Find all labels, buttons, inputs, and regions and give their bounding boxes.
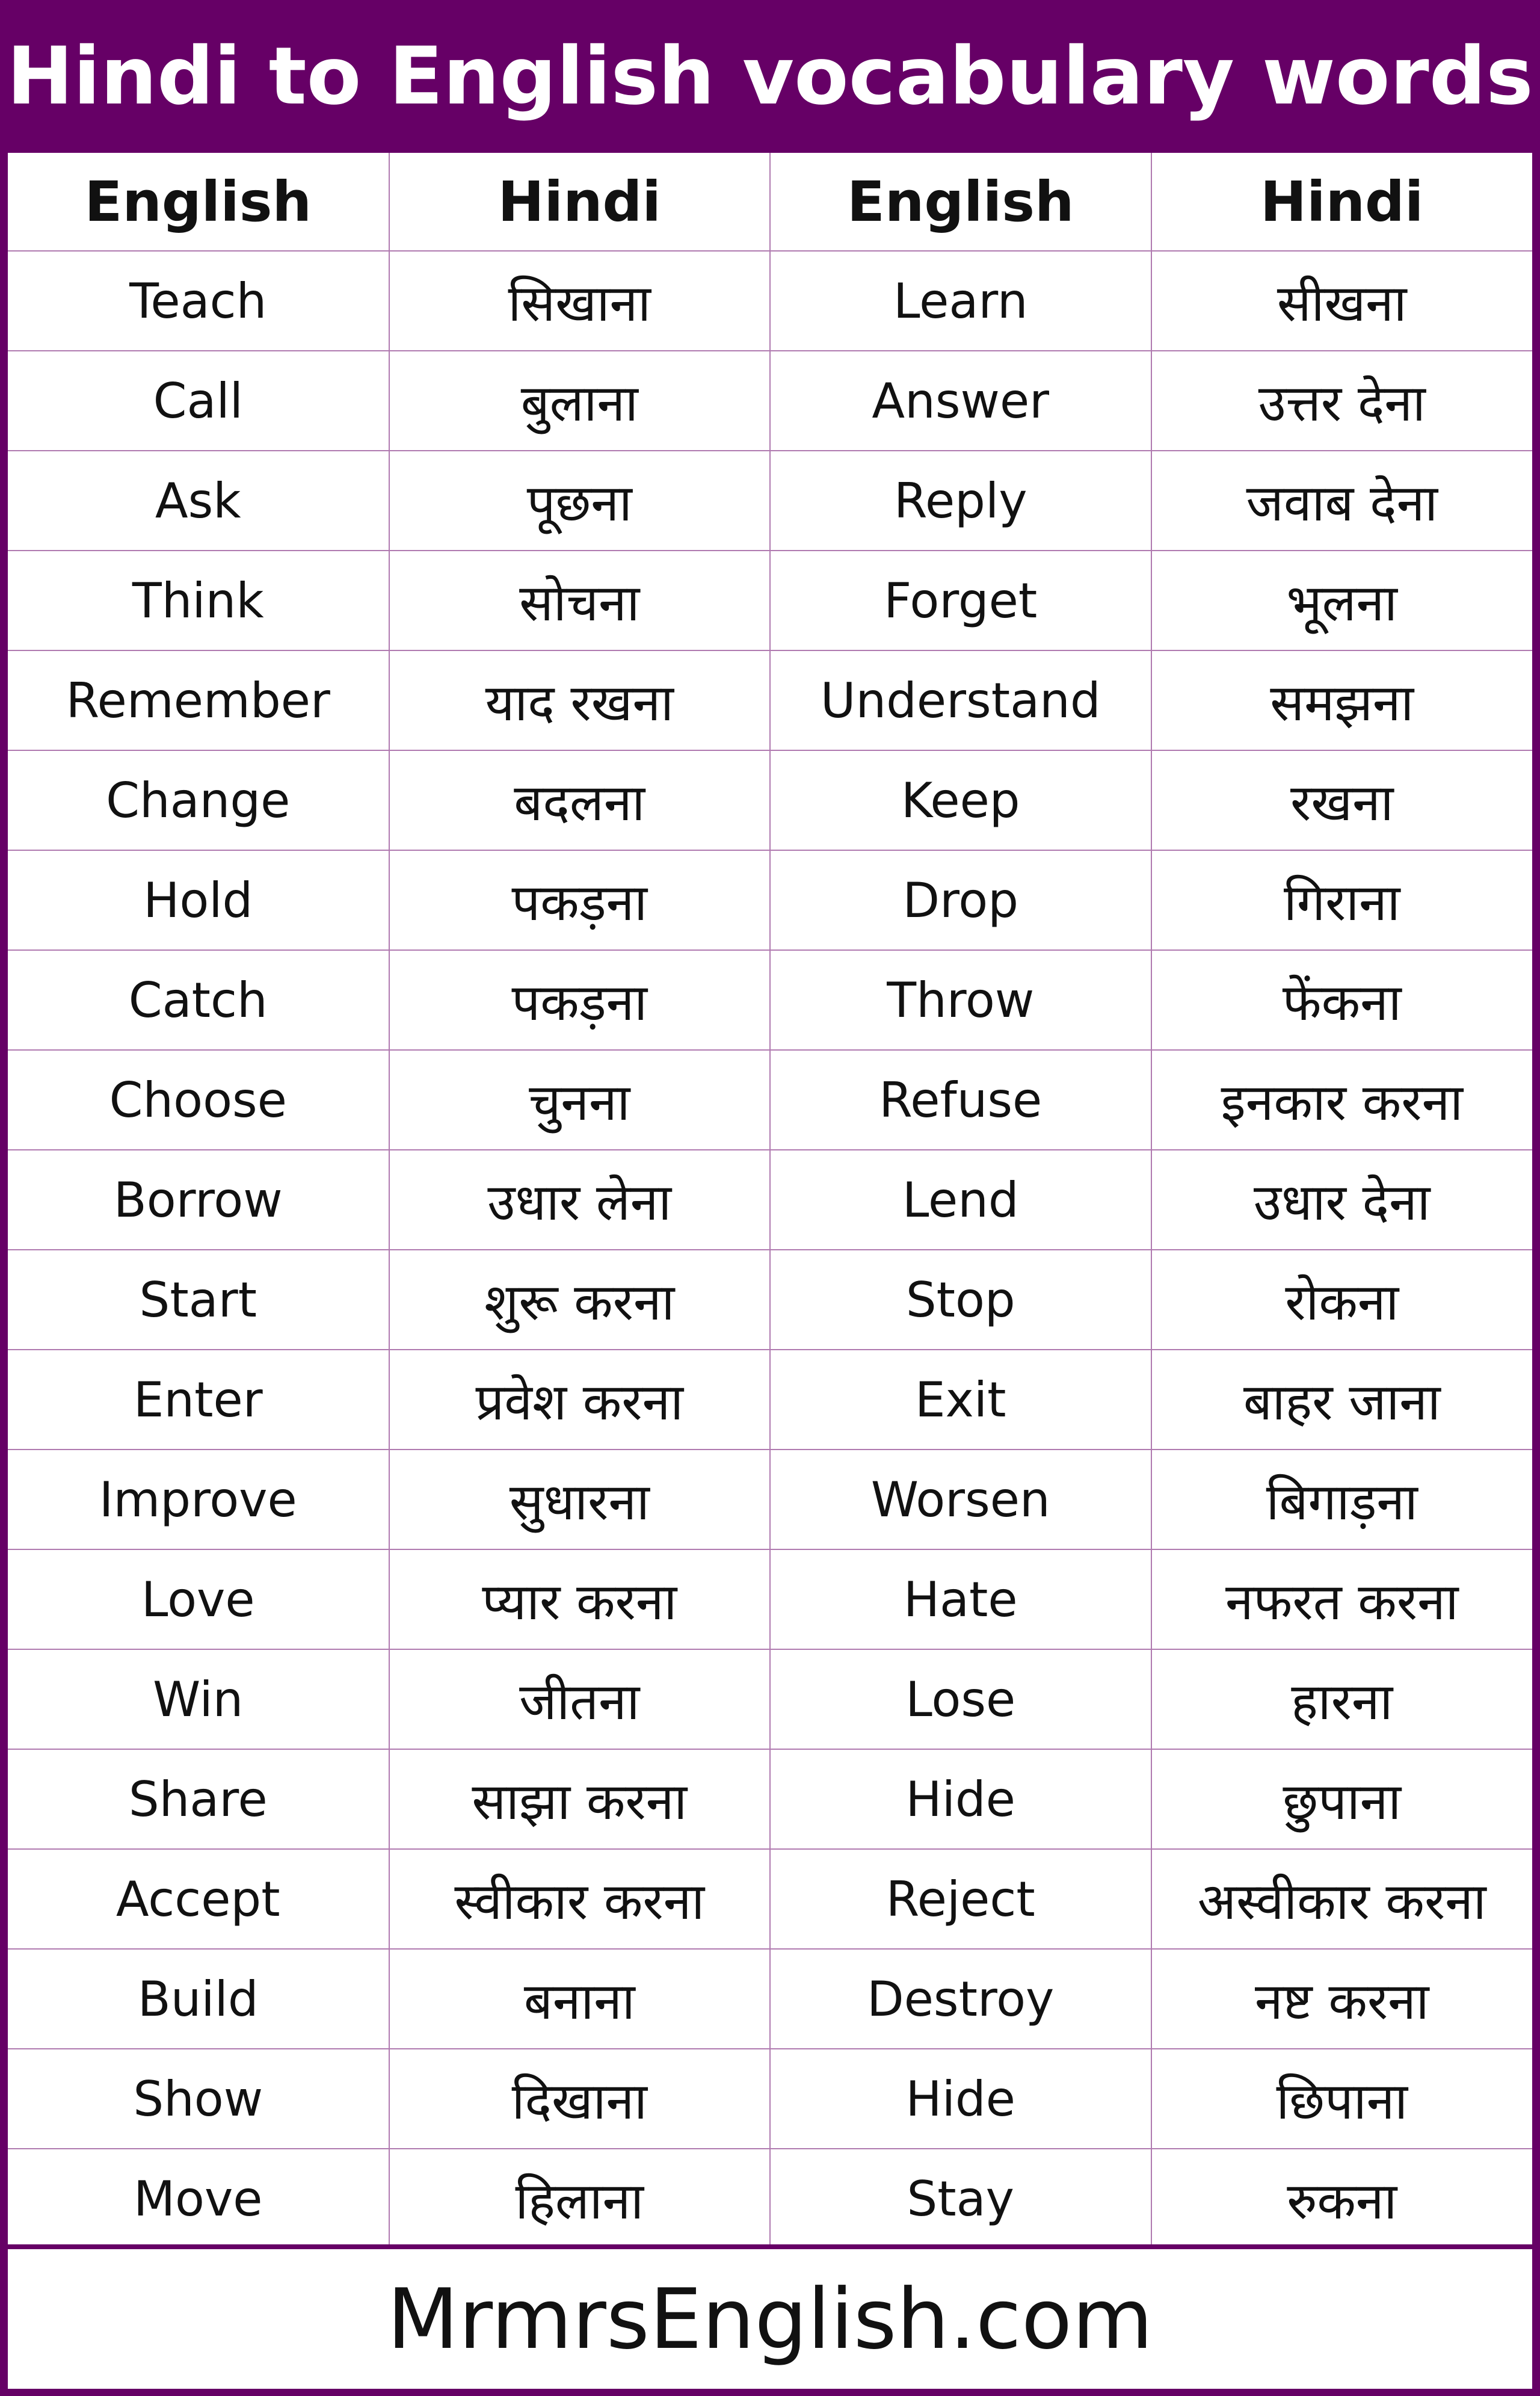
column-header-hindi-2: Hindi (1151, 153, 1533, 251)
table-row (8, 351, 1532, 451)
english-word-cell: Enter (8, 1350, 389, 1450)
table-row (8, 1450, 1532, 1549)
hindi-word-cell: हिलाना (389, 2149, 771, 2248)
hindi-word-cell: बाहर जाना (1151, 1350, 1533, 1450)
column-header-english-2: English (770, 153, 1151, 251)
hindi-word-cell: छिपाना (1151, 2049, 1533, 2149)
table-row (8, 1649, 1532, 1749)
english-word-cell: Teach (8, 251, 389, 351)
hindi-word-cell: दिखाना (389, 2049, 771, 2149)
english-word-cell: Drop (770, 850, 1151, 950)
english-word-cell: Ask (8, 451, 389, 551)
hindi-word-cell: पूछना (389, 451, 771, 551)
english-word-cell: Hide (770, 2049, 1151, 2149)
english-word-cell: Hate (770, 1549, 1151, 1649)
footer-website: MrmrsEnglish.com (8, 2249, 1532, 2389)
hindi-word-cell: उत्तर देना (1151, 351, 1533, 451)
english-word-cell: Accept (8, 1849, 389, 1949)
table-row (8, 1050, 1532, 1150)
english-word-cell: Show (8, 2049, 389, 2149)
english-word-cell: Stay (770, 2149, 1151, 2248)
hindi-word-cell: सोचना (389, 551, 771, 650)
hindi-word-cell: बदलना (389, 750, 771, 850)
hindi-word-cell: उधार लेना (389, 1150, 771, 1250)
table-row (8, 2049, 1532, 2149)
hindi-word-cell: समझना (1151, 650, 1533, 750)
english-word-cell: Hold (8, 850, 389, 950)
table-row (8, 1350, 1532, 1450)
table-row (8, 1949, 1532, 2049)
hindi-word-cell: जवाब देना (1151, 451, 1533, 551)
table-row (8, 2149, 1532, 2248)
page-title: Hindi to English vocabulary words (7, 30, 1533, 123)
english-word-cell: Keep (770, 750, 1151, 850)
table-row (8, 1250, 1532, 1350)
english-word-cell: Worsen (770, 1450, 1151, 1549)
english-word-cell: Stop (770, 1250, 1151, 1350)
english-word-cell: Reject (770, 1849, 1151, 1949)
column-header-hindi-1: Hindi (389, 153, 771, 251)
english-word-cell: Lend (770, 1150, 1151, 1250)
hindi-word-cell: छुपाना (1151, 1749, 1533, 1849)
english-word-cell: Remember (8, 650, 389, 750)
hindi-word-cell: नष्ट करना (1151, 1949, 1533, 2049)
table-row (8, 551, 1532, 650)
hindi-word-cell: चुनना (389, 1050, 771, 1150)
hindi-word-cell: प्यार करना (389, 1549, 771, 1649)
english-word-cell: Start (8, 1250, 389, 1350)
english-word-cell: Destroy (770, 1949, 1151, 2049)
hindi-word-cell: सीखना (1151, 251, 1533, 351)
footer-divider (8, 2244, 1532, 2249)
hindi-word-cell: इनकार करना (1151, 1050, 1533, 1150)
table-row (8, 950, 1532, 1050)
table-row (8, 650, 1532, 750)
english-word-cell: Choose (8, 1050, 389, 1150)
table-row (8, 1849, 1532, 1949)
vocabulary-table (8, 153, 1532, 2248)
english-word-cell: Call (8, 351, 389, 451)
hindi-word-cell: अस्वीकार करना (1151, 1849, 1533, 1949)
table-row (8, 850, 1532, 950)
hindi-word-cell: बिगाड़ना (1151, 1450, 1533, 1549)
english-word-cell: Exit (770, 1350, 1151, 1450)
column-header-english-1: English (8, 153, 389, 251)
hindi-word-cell: गिराना (1151, 850, 1533, 950)
english-word-cell: Understand (770, 650, 1151, 750)
hindi-word-cell: रखना (1151, 750, 1533, 850)
english-word-cell: Share (8, 1749, 389, 1849)
english-word-cell: Borrow (8, 1150, 389, 1250)
hindi-word-cell: रोकना (1151, 1250, 1533, 1350)
hindi-word-cell: सिखाना (389, 251, 771, 351)
english-word-cell: Forget (770, 551, 1151, 650)
table-row (8, 251, 1532, 351)
english-word-cell: Move (8, 2149, 389, 2248)
english-word-cell: Build (8, 1949, 389, 2049)
hindi-word-cell: फेंकना (1151, 950, 1533, 1050)
vocabulary-table-container (8, 153, 1532, 2244)
english-word-cell: Learn (770, 251, 1151, 351)
hindi-word-cell: प्रवेश करना (389, 1350, 771, 1450)
hindi-word-cell: पकड़ना (389, 850, 771, 950)
english-word-cell: Reply (770, 451, 1151, 551)
hindi-word-cell: सुधारना (389, 1450, 771, 1549)
english-word-cell: Throw (770, 950, 1151, 1050)
hindi-word-cell: भूलना (1151, 551, 1533, 650)
english-word-cell: Answer (770, 351, 1151, 451)
hindi-word-cell: पकड़ना (389, 950, 771, 1050)
english-word-cell: Refuse (770, 1050, 1151, 1150)
english-word-cell: Think (8, 551, 389, 650)
english-word-cell: Lose (770, 1649, 1151, 1749)
hindi-word-cell: याद रखना (389, 650, 771, 750)
english-word-cell: Catch (8, 950, 389, 1050)
hindi-word-cell: बनाना (389, 1949, 771, 2049)
english-word-cell: Improve (8, 1450, 389, 1549)
hindi-word-cell: बुलाना (389, 351, 771, 451)
table-body (8, 251, 1532, 2248)
hindi-word-cell: रुकना (1151, 2149, 1533, 2248)
english-word-cell: Change (8, 750, 389, 850)
hindi-word-cell: हारना (1151, 1649, 1533, 1749)
english-word-cell: Love (8, 1549, 389, 1649)
table-row (8, 1549, 1532, 1649)
table-row (8, 750, 1532, 850)
table-row (8, 1749, 1532, 1849)
hindi-word-cell: शुरू करना (389, 1250, 771, 1350)
table-row (8, 451, 1532, 551)
hindi-word-cell: नफरत करना (1151, 1549, 1533, 1649)
english-word-cell: Win (8, 1649, 389, 1749)
hindi-word-cell: स्वीकार करना (389, 1849, 771, 1949)
hindi-word-cell: जीतना (389, 1649, 771, 1749)
table-row (8, 1150, 1532, 1250)
hindi-word-cell: साझा करना (389, 1749, 771, 1849)
hindi-word-cell: उधार देना (1151, 1150, 1533, 1250)
english-word-cell: Hide (770, 1749, 1151, 1849)
table-header-row (8, 153, 1532, 251)
